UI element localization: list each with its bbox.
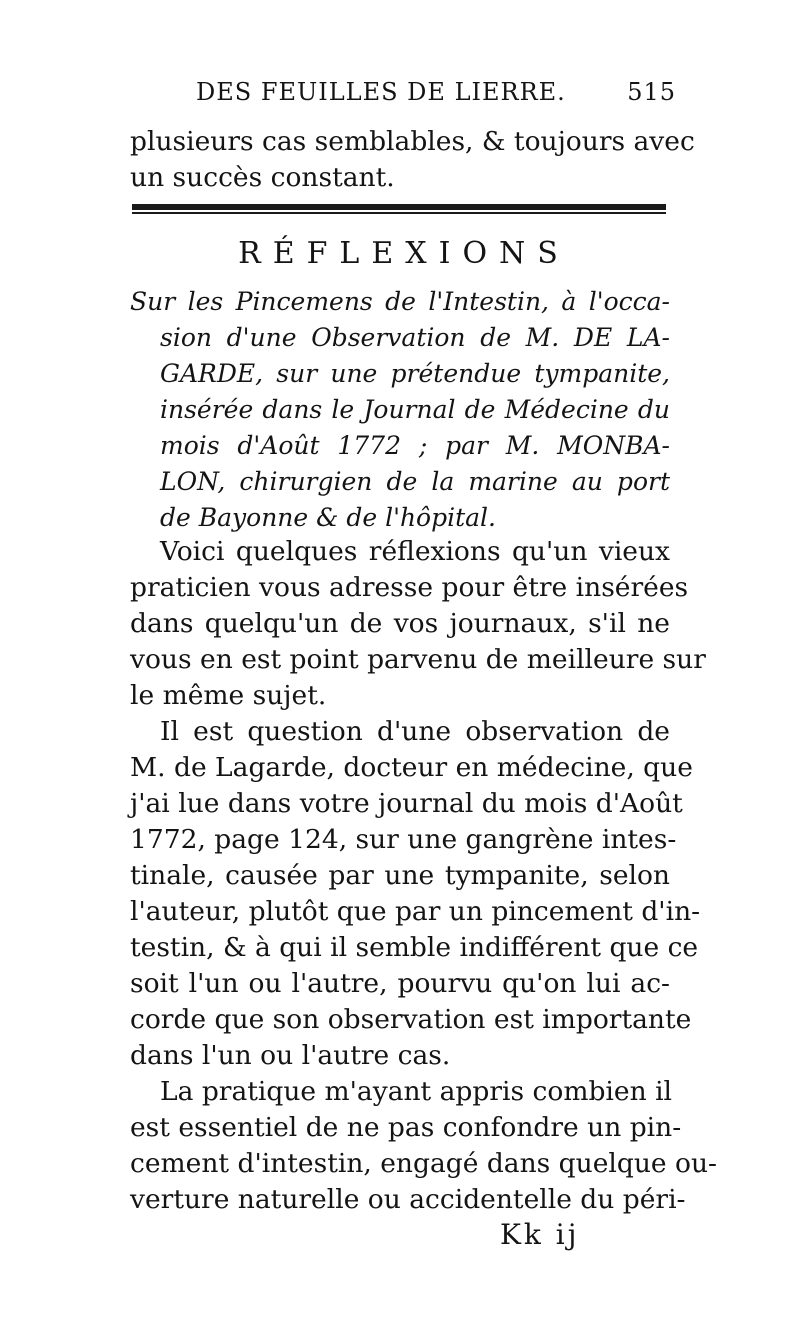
body-line: soit l'un ou l'autre, pourvu qu'on lui ac-	[130, 968, 670, 999]
intro-line: un succès constant.	[130, 162, 395, 193]
body-line: cement d'intestin, engagé dans quelque ou-	[130, 1148, 717, 1179]
signature-mark: Kk ij	[500, 1218, 580, 1251]
divider-thin-rule	[132, 212, 666, 214]
subtitle-line: GARDE, sur une prétendue tympanite,	[160, 359, 670, 388]
section-divider	[132, 204, 666, 218]
body-line: testin, & à qui il semble indifférent que ce	[130, 932, 699, 963]
body-line: tinale, causée par une tympanite, selon	[130, 860, 670, 891]
running-title: DES FEUILLES DE LIERRE.	[196, 78, 566, 106]
subtitle-line: LON, chirurgien de la marine au port	[160, 467, 670, 496]
body-line: corde que son observation est importante	[130, 1004, 692, 1035]
body-line: dans l'un ou l'autre cas.	[130, 1040, 451, 1071]
body-line: Il est question d'une observation de	[160, 716, 670, 747]
subtitle-line: insérée dans le Journal de Médecine du	[160, 395, 670, 424]
running-head	[196, 72, 676, 112]
subtitle-line: mois d'Août 1772 ; par M. MONBA-	[160, 431, 670, 460]
body-line: j'ai lue dans votre journal du mois d'Août	[130, 788, 683, 819]
subtitle-line: Sur les Pincemens de l'Intestin, à l'occa-	[130, 287, 670, 316]
body-line: La pratique m'ayant appris combien il	[160, 1076, 673, 1107]
body-line: M. de Lagarde, docteur en médecine, que	[130, 752, 693, 783]
intro-line: plusieurs cas semblables, & toujours avec	[130, 126, 695, 157]
subtitle-line: sion d'une Observation de M. DE LA-	[160, 323, 670, 352]
body-line: verture naturelle ou accidentelle du péri-	[130, 1184, 686, 1215]
body-line: est essentiel de ne pas confondre un pin-	[130, 1112, 682, 1143]
body-line: dans quelqu'un de vos journaux, s'il ne	[130, 608, 670, 639]
body-line: praticien vous adresse pour être insérées	[130, 572, 689, 603]
body-line: l'auteur, plutôt que par un pincement d'in-	[130, 896, 701, 927]
page-number: 515	[627, 78, 676, 106]
section-title: RÉFLEXIONS	[238, 236, 570, 271]
body-line: Voici quelques réflexions qu'un vieux	[160, 536, 670, 567]
body-line: le même sujet.	[130, 680, 327, 711]
subtitle-line: de Bayonne & de l'hôpital.	[160, 503, 496, 532]
body-line: vous en est point parvenu de meilleure sur	[130, 644, 706, 675]
divider-thick-rule	[132, 204, 666, 210]
body-line: 1772, page 124, sur une gangrène intes-	[130, 824, 677, 855]
